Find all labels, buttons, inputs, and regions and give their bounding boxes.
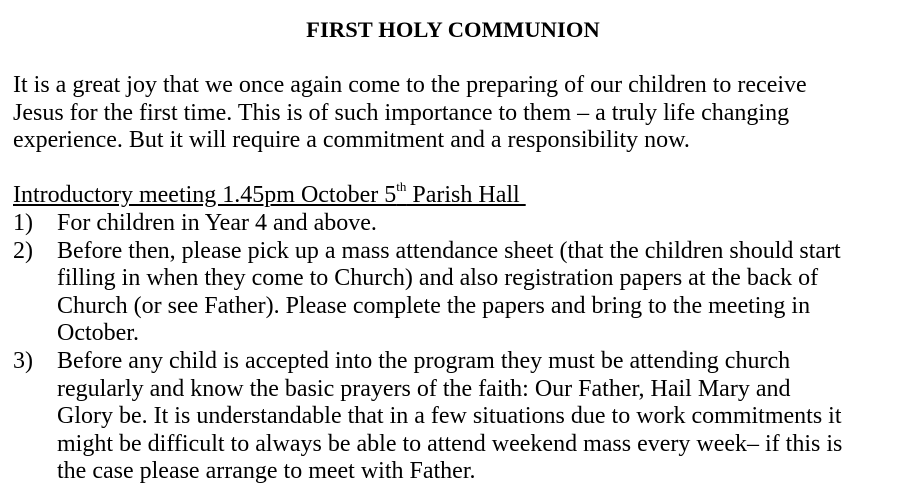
list-item-line: might be difficult to always be able to attend weekend mass every week– if this is	[57, 430, 843, 457]
list-item-line: Glory be. It is understandable that in a few situations due to work commitments it	[57, 403, 842, 430]
meeting-location-text: Parish Hall	[406, 182, 526, 208]
list-item-number: 1)	[13, 210, 33, 236]
intro-line: experience. But it will require a commitment and a responsibility now.	[13, 127, 690, 154]
list-item	[13, 238, 893, 348]
list-item-line: filling in when they come to Church) and also registration papers at the back of	[57, 265, 819, 292]
requirements-list	[13, 210, 893, 486]
list-item-number: 2)	[13, 237, 33, 264]
list-item-line: For children in Year 4 and above.	[57, 210, 377, 236]
list-item-line: Before then, please pick up a mass attendance sheet (that the children should start	[57, 237, 841, 264]
page-title: FIRST HOLY COMMUNION	[306, 17, 600, 42]
list-item-number: 3)	[13, 347, 33, 374]
meeting-date-text: Introductory meeting 1.45pm October 5	[13, 182, 397, 208]
list-item-line: October.	[57, 320, 139, 347]
list-item-line: Church (or see Father). Please complete the papers and bring to the meeting in	[57, 292, 811, 319]
list-item-line: regularly and know the basic prayers of the faith: Our Father, Hail Mary and	[57, 375, 791, 402]
meeting-heading-text	[13, 179, 526, 208]
intro-line: Jesus for the first time. This is of such importance to them – a truly life changing	[13, 99, 790, 126]
list-item	[13, 348, 893, 486]
date-ordinal-suffix: th	[396, 179, 407, 194]
intro-paragraph	[13, 72, 893, 155]
intro-line: It is a great joy that we once again come to the preparing of our children to receive	[13, 72, 807, 98]
list-item-line: Before any child is accepted into the program they must be attending church	[57, 347, 791, 374]
meeting-heading	[13, 179, 526, 210]
list-item-line: the case please arrange to meet with Father.	[57, 458, 476, 485]
list-item	[13, 210, 893, 238]
